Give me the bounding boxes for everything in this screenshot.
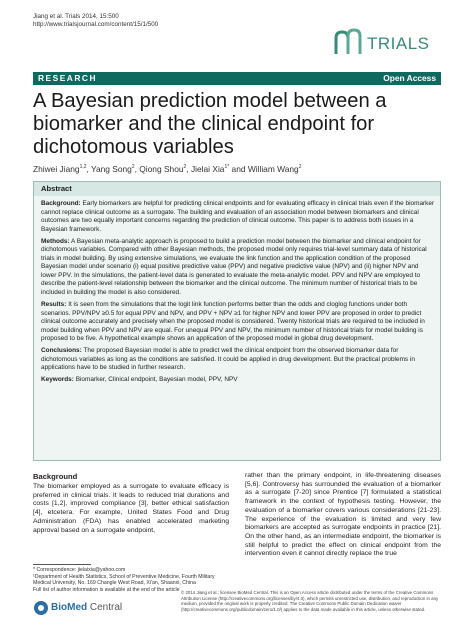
abstract-methods: Methods: A Bayesian meta-analytic approach is proposed to build a prediction model between the biomarker and clinical endpoint for dichotomous variables. Compared with other Bayesian methods, the proposed model only requires trial-level summary data of historical trials in model building. By using extensive simulations, we evaluate the link function and the application condition of the proposed Bayesian model under scenario (i) equal positive predictive value (PPV) and negative predictive value (NPV) and (ii) higher NPV and lower PPV. In the simulations, the patient-level data is generated to evaluate the meta-analytic model. PPV and NPV are employed to describe the patient-level relationship between the biomarker and the clinical outcome. The minimum number of historical trials to be included in building the model is also considered. [41,237,427,296]
citation-url[interactable]: http://www.trialsjournal.com/content/15/1/500 [33,21,159,29]
author: Zhiwei Jiang [33,164,80,174]
author-affil: 2 [298,164,302,171]
author-affil: 1* [224,164,230,171]
author-info-note: Full list of author information is available at the end of the article [33,586,180,593]
author: , Yang Song [86,164,132,174]
section-banner [33,72,441,85]
open-access-label: Open Access [383,73,436,83]
abstract-body [41,200,435,388]
author: , Qiong Shou [134,164,184,174]
body-paragraph: rather than the primary endpoint, in life-threatening diseases [5,6]. Controversy has surrounded the evaluation of a biomarker as a surrogate [7-20] since Prentice [7] formulated a statistical framework in the context of hypothesis testing. However, the evaluation of a biomarker covers various considerations [21-23]. The experience of the evaluation is limited and very few biomarkers are accepted as surrogate endpoints in practice [21]. On the other hand, as an intermediate endpoint, the biomarker is still helpful to predict the effect on clinical endpoint from the intervention even it cannot directly replace the true [245,472,441,558]
bmc-name: BioMed [51,602,88,613]
section-label: RESEARCH [38,73,97,83]
author-list [33,164,443,174]
article-title: A Bayesian prediction model between a biomarker and the clinical endpoint for dichotomous variables [33,90,387,158]
citation-line-1: Jiang et al. Trials 2014, 15:500 [33,13,119,20]
author-affil: 1,2 [79,164,87,171]
body-column-left [33,472,229,535]
affiliation: ¹Department of Health Statistics, School of Preventive Medicine, Fourth Military Medical University, No. 169 Changle West Road, Xi'an, Shaanxi, China [33,573,215,587]
trials-logo [333,28,443,56]
abstract-conclusions: Conclusions: The proposed Bayesian model is able to predict well the clinical endpoint from the observed biomarker data for dichotomous variables as long as the conditions are satisfied. It could be applied in drug development. But the practical problems in applications have to be studied in further research. [41,347,415,372]
author: , Jielai Xia [186,164,225,174]
biomed-central-icon [33,600,49,616]
author: and William Wang [229,164,299,174]
abstract-box [33,181,441,461]
author-affil: 2 [131,164,135,171]
footnote-divider [33,564,91,565]
license-text: © 2014 Jiang et al.; licensee BioMed Central. This is an Open Access article distributed under the terms of the Creative Commons Attribution License (http://creativecommons.org/licenses/by/4.0), which permits unrestricted use, distribution, and reproduction in any medium, provided the original work is properly credited. The Creative Commons Public Domain Dedication waiver (http://creativecommons.org/publicdomain/zero/1.0/) applies to the data made available in this article, unless otherwise stated. [181,590,439,612]
background-heading: Background [33,472,78,481]
biomed-central-logo [33,600,163,616]
body-column-right [245,472,441,559]
trials-logo-icon [333,28,367,56]
citation [33,13,158,29]
abstract-background: Background: Early biomarkers are helpful for predicting clinical endpoints and for evaluating efficacy in clinical trials even if the biomarker cannot replace clinical outcome as a surrogate. The building and evaluation of an association model between biomarkers and clinical outcomes are two equally important concerns regarding the prediction of clinical outcome. This paper is to address both issues in a Bayesian framework. [41,200,435,233]
bmc-central: Central [87,602,123,613]
abstract-results: Results: It is seen from the simulations that the logit link function performs better than the odds and cloglog functions under both scenarios. PPV/NPV ≥0.5 for equal PPV and NPV, and PPV + NPV ≥1 for higher NPV and lower PPV are proposed in order to predict clinical outcome accurately and precisely when the proposed model is considered. Twenty historical trials are required to be included in model building when PPV and NPV are equal. For unequal PPV and NPV, the minimum number of historical trials for model building is proposed to be five. A hypothetical example shows an application of the proposed model in global drug development. [41,301,425,343]
body-paragraph: The biomarker employed as a surrogate to evaluate efficacy is preferred in clinical trials. It leads to reduced trial durations and costs [1,2], improved compliance [3], better ethical satisfaction [4], etcetera. For example, United States Food and Drug Administration (FDA) has enabled accelerated marketing approval based on a surrogate endpoint, [33,483,229,534]
abstract-heading: Abstract [34,182,440,196]
abstract-keywords: Keywords: Biomarker, Clinical endpoint, Bayesian model, PPV, NPV [41,376,238,384]
author-affil: 2 [183,164,187,171]
trials-logo-text: TRIALS [367,34,430,53]
correspondence: * Correspondence: jielaixia@yahoo.com [33,567,126,573]
